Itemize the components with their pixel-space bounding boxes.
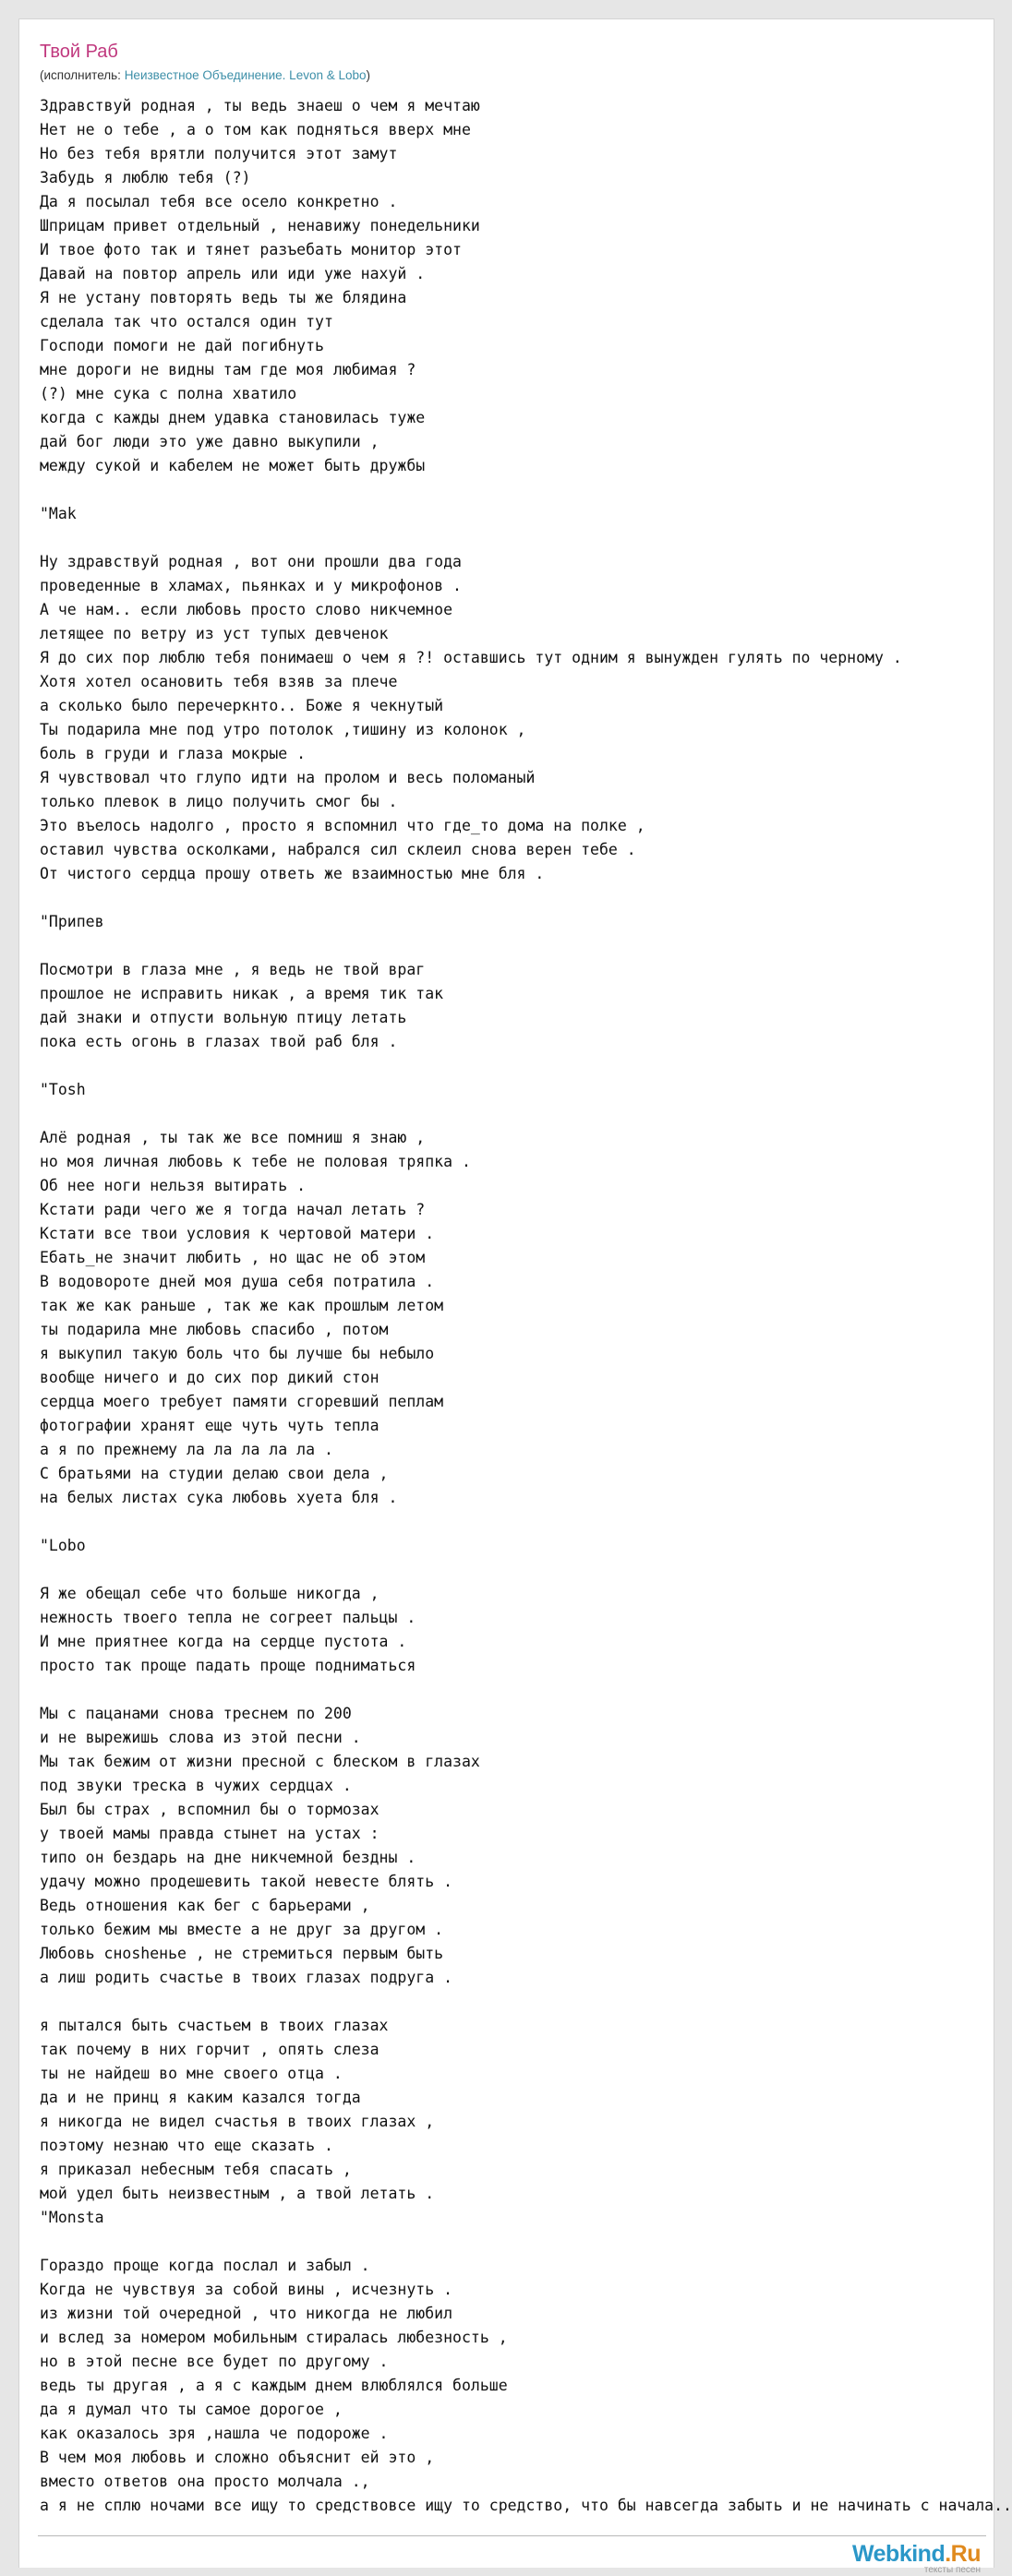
artist-line xyxy=(40,67,370,84)
site-logo[interactable] xyxy=(852,2541,981,2576)
footer-divider xyxy=(38,2535,986,2536)
artist-prefix: (исполнитель: xyxy=(40,68,125,82)
lyrics-text: Здравствуй родная , ты ведь знаеш о чем я мечтаю Нет не о тебе , а о том как подняться вверх мне Но без тебя врятли получится этот замут Забудь я люблю тебя (?) Да я посылал тебя все осело конкретно . Шприцам привет отдельный , ненавижу понедельники И твое фото так и тянет разъебать монитор этот Давай на повтор апрель или иди уже нахуй . Я не устану повторять ведь ты же блядина сделала так что остался один тут Господи помоги не дай погибнуть мне дороги не видны там где моя любимая ? (?) мне сука с полна хватило когда с кажды днем удавка становилась туже дай бог люди это уже давно выкупили , между сукой и кабелем не может быть дружбы "Mak Ну здравствуй родная , вот они прошли два года проведенные в хламах, пьянках и у микрофонов . А че нам.. если любовь просто слово никчемное летящее по ветру из уст тупых девченок Я до сих пор люблю тебя понимаеш о чем я ?! оставшись тут одним я вынужден гулять по черному . Хотя хотел осановить тебя взяв за плече а сколько было перечеркнто.. Боже я чекнутый Ты подарила мне под утро потолок ,тишину из колонок , боль в груди и глаза мокрые . Я чувствовал что глупо идти на пролом и весь поломаный только плевок в лицо получить смог бы . Это въелось надолго , просто я вспомнил что где_то дома на полке , оставил чувства осколками, набрался сил склеил снова верен тебе . От чистого сердца прошу ответь же взаимностью мне бля . "Припев Посмотри в глаза мне , я ведь не твой враг прошлое не исправить никак , а время тик так дай знаки и отпусти вольную птицу летать пока есть огонь в глазах твой раб бля . "Tosh Алё родная , ты так же все помниш я знаю , но моя личная любовь к тебе не половая тряпка . Об нее ноги нельзя вытирать . Кстати ради чего же я тогда начал летать ? Кстати все твои условия к чертовой матери . Ебать_не значит любить , но щас не об этом В водовороте дней моя душа себя потратила . так же как раньше , так же как прошлым летом ты подарила мне любовь спасибо , потом я выкупил такую боль что бы лучше бы небыло вообще ничего и до сих пор дикий стон сердца моего требует памяти сгоревший пеплам фотографии хранят еще чуть чуть тепла а я по прежнему ла ла ла ла ла . С братьями на студии делаю свои дела , на белых листах сука любовь хуета бля . "Lobo Я же обещал себе что больше никогда , нежность твоего тепла не согреет пальцы . И мне приятнее когда на сердце пустота . просто так проще падать проще подниматься Мы с пацанами снова треснем по 200 и не вырежишь слова из этой песни . Мы так бежим от жизни пресной с блеском в глазах под звуки треска в чужих сердцах . Был бы страх , вспомнил бы о тормозах у твоей мамы правда стынет на устах : типо он бездарь на дне никчемной бездны . удачу можно продешевить такой невесте блять . Ведь отношения как бег с барьерами , только бежим мы вместе а не друг за другом . Любовь сноshенье , не стремиться первым быть а лиш родить счастье в твоих глазах подруга . я пытался быть счастьем в твоих глазах так почему в них горчит , опять слеза ты не найдеш во мне своего отца . да и не принц я каким казался тогда я никогда не видел счастья в твоих глазах , поэтому незнаю что еще сказать . я приказал небесным тебя спасать , мой удел быть неизвестным , а твой летать . "Monsta Гораздо проще когда послал и забыл . Когда не чувствуя за собой вины , исчезнуть . из жизни той очередной , что никогда не любил и вслед за номером мобильным стиралась любезность , но в этой песне все будет по другому . ведь ты другая , а я с каждым днем влюблялся больше да я думал что ты самое дорогое , как оказалось зря ,нашла че подороже . В чем моя любовь и сложно объяснит ей это , вместо ответов она просто молчала ., а я не сплю ночами все ищу то средствовсе ищу то средство, что бы навсегда забыть и не начинать с начала.. xyxy=(40,97,1012,2514)
logo-tagline: тексты песен xyxy=(923,2565,981,2575)
song-title: Твой Раб xyxy=(40,42,118,62)
logo-wordmark xyxy=(852,2541,981,2567)
artist-link[interactable]: Неизвестное Объединение. Levon & Lobo xyxy=(124,68,367,82)
logo-ru-text: .Ru xyxy=(945,2541,981,2567)
logo-web-text: Webkind xyxy=(852,2541,946,2567)
artist-suffix: ) xyxy=(366,68,371,82)
lyrics-page xyxy=(18,18,1012,2575)
